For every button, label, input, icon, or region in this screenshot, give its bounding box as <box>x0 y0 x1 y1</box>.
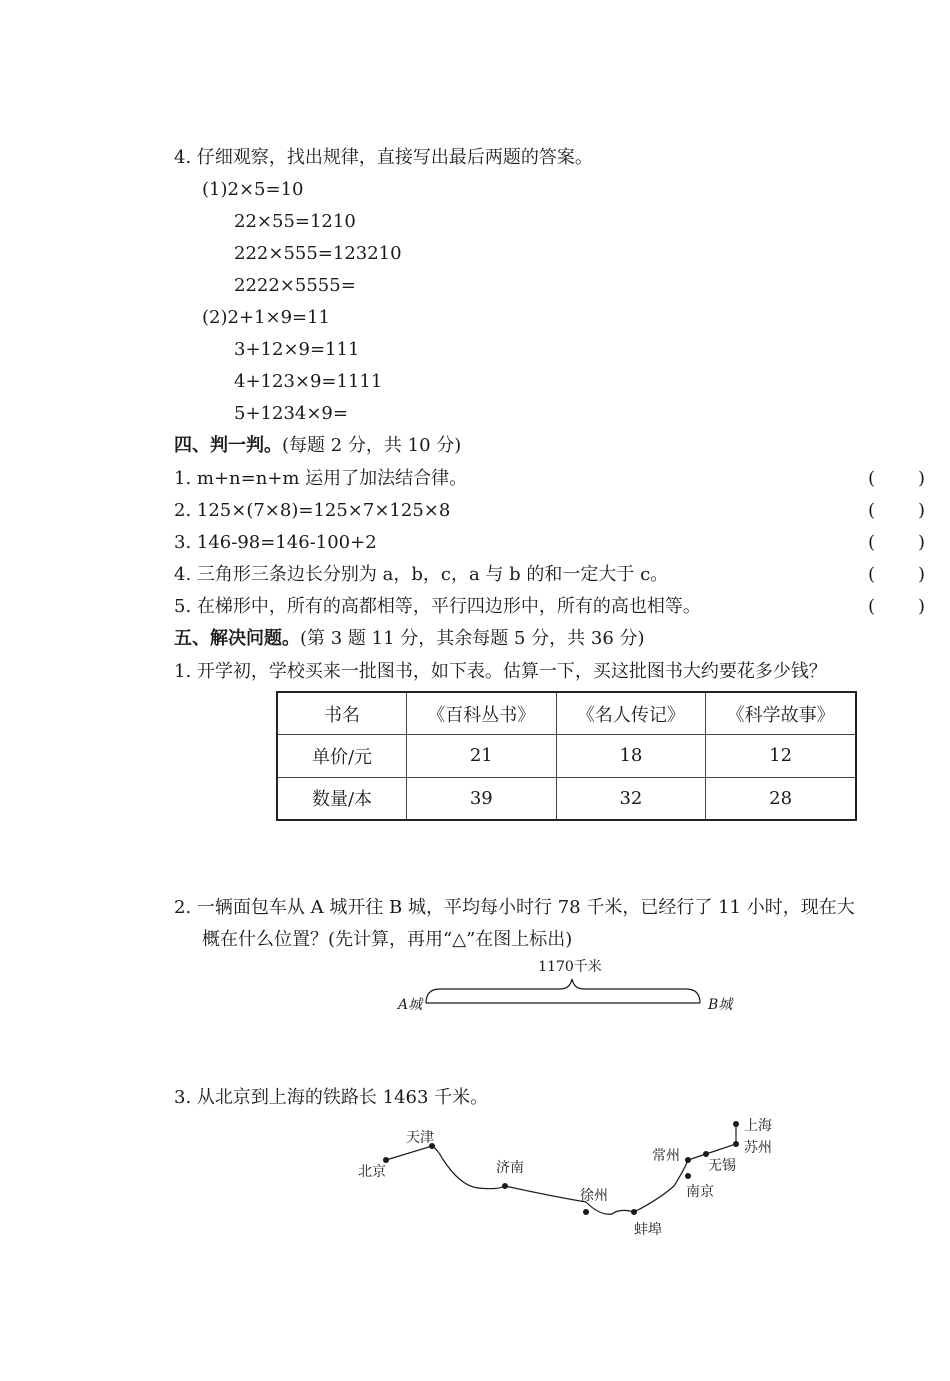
question-4-title: 4. 仔细观察，找出规律，直接写出最后两题的答案。 <box>174 147 593 168</box>
judge-item-4: 4. 三角形三条边长分别为 a，b，c，a 与 b 的和一定大于 c。 <box>174 564 669 585</box>
pattern-1-line-2: 22×55=1210 <box>234 211 356 232</box>
table-cell: 12 <box>706 735 856 777</box>
judge-item-2: 2. 125×(7×8)=125×7×125×8 <box>174 500 451 521</box>
section-judge-heading <box>174 434 461 458</box>
railway-route <box>386 1124 736 1214</box>
pattern-1-line-4: 2222×5555= <box>234 275 356 296</box>
city-label-xuzhou: 徐州 <box>580 1188 608 1204</box>
start-city-label: A城 <box>398 997 423 1013</box>
problem-3-text: 3. 从北京到上海的铁路长 1463 千米。 <box>174 1087 489 1108</box>
city-label-shanghai: 上海 <box>744 1118 772 1134</box>
nanjing-dot <box>685 1173 691 1179</box>
judge-answer-5[interactable]: ( ) <box>868 596 926 617</box>
judge-note: (每题 2 分，共 10 分) <box>282 435 462 456</box>
pattern-1-line-1: (1)2×5=10 <box>202 179 304 200</box>
city-label-wuxi: 无锡 <box>708 1158 736 1174</box>
table-row <box>277 777 856 820</box>
city-label-nanjing: 南京 <box>686 1184 714 1200</box>
problem-1-text: 1. 开学初，学校买来一批图书，如下表。估算一下，买这批图书大约要花多少钱？ <box>174 661 827 682</box>
beijing-dot <box>383 1157 389 1163</box>
pattern-2-line-1: (2)2+1×9=11 <box>202 307 331 328</box>
table-header-cell: 《百科丛书》 <box>407 692 557 735</box>
table-header-cell: 《名人传记》 <box>556 692 706 735</box>
judge-answer-2[interactable]: ( ) <box>868 500 926 521</box>
pattern-2-line-3: 4+123×9=1111 <box>234 371 383 392</box>
table-header-cell: 书名 <box>277 692 407 735</box>
solve-note: (第 3 题 11 分，其余每题 5 分，共 36 分) <box>300 628 645 649</box>
table-cell: 21 <box>407 735 557 777</box>
bengbu-dot <box>631 1209 637 1215</box>
city-label-jinan: 济南 <box>496 1160 524 1176</box>
table-cell: 32 <box>556 777 706 820</box>
suzhou-dot <box>733 1141 739 1147</box>
city-label-suzhou: 苏州 <box>744 1140 772 1156</box>
solve-heading-text: 五、解决问题。 <box>174 628 300 649</box>
city-label-bengbu: 蚌埠 <box>634 1222 662 1238</box>
distance-brace <box>426 979 700 1003</box>
problem-2-text-line-1: 2. 一辆面包车从 A 城开往 B 城，平均每小时行 78 千米，已经行了 11 小时，现在大 <box>174 897 855 918</box>
distance-diagram <box>390 955 750 1020</box>
table-row <box>277 692 856 735</box>
judge-answer-4[interactable]: ( ) <box>868 564 926 585</box>
end-city-label: B城 <box>708 997 733 1013</box>
judge-item-5: 5. 在梯形中，所有的高都相等，平行四边形中，所有的高也相等。 <box>174 596 701 617</box>
judge-item-1: 1. m+n=n+m 运用了加法结合律。 <box>174 468 468 489</box>
judge-answer-1[interactable]: ( ) <box>868 468 926 489</box>
city-label-changzhou: 常州 <box>652 1148 680 1164</box>
changzhou-dot <box>685 1157 691 1163</box>
section-solve-heading <box>174 627 645 651</box>
xuzhou-dot <box>583 1209 589 1215</box>
wuxi-dot <box>703 1151 709 1157</box>
table-cell: 18 <box>556 735 706 777</box>
pattern-1-line-3: 222×555=123210 <box>234 243 402 264</box>
shanghai-dot <box>733 1121 739 1127</box>
table-row <box>277 735 856 777</box>
judge-answer-3[interactable]: ( ) <box>868 532 926 553</box>
table-cell: 数量/本 <box>277 777 407 820</box>
judge-heading-text: 四、判一判。 <box>174 435 282 456</box>
table-cell: 39 <box>407 777 557 820</box>
city-label-beijing: 北京 <box>358 1164 386 1180</box>
pattern-2-line-2: 3+12×9=111 <box>234 339 360 360</box>
judge-item-3: 3. 146-98=146-100+2 <box>174 532 377 553</box>
book-price-table <box>276 691 857 821</box>
table-cell: 28 <box>706 777 856 820</box>
table-cell: 单价/元 <box>277 735 407 777</box>
pattern-2-line-4: 5+1234×9= <box>234 403 348 424</box>
table-header-cell: 《科学故事》 <box>706 692 856 735</box>
problem-2-text-line-2: 概在什么位置？(先计算，再用“△”在图上标出) <box>202 929 573 950</box>
railway-map <box>350 1110 790 1250</box>
city-label-tianjin: 天津 <box>406 1130 434 1146</box>
jinan-dot <box>502 1183 508 1189</box>
distance-label: 1170千米 <box>538 959 602 975</box>
city-markers <box>383 1121 739 1215</box>
